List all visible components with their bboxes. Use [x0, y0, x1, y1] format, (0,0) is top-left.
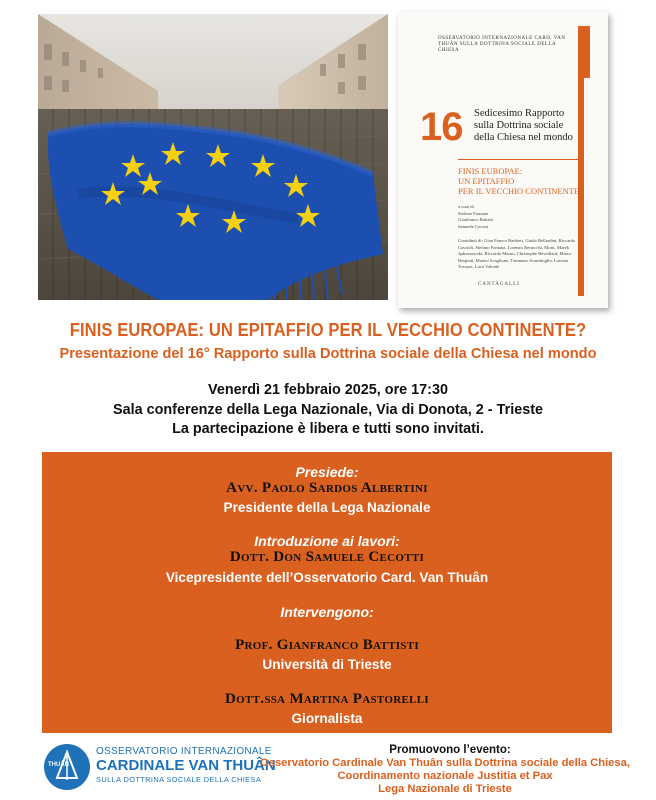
intro-label: Introduzione ai lavori: [254, 533, 400, 549]
intro-name: Dott. Don Samuele Cecotti [229, 549, 425, 565]
event-note: La partecipazione è libera e tutti sono invitati. [172, 421, 484, 437]
promoter-1: Osservatorio Cardinale Van Thuân sulla Dottrina sociale della Chiesa, [260, 757, 630, 769]
book-title: FINIS EUROPAE: UN EPITAFFIO PER IL VECCHIO CONTINENTE? [458, 166, 583, 196]
book-number: 16 [420, 105, 463, 149]
promoters-label: Promuovono l’evento: [389, 744, 511, 756]
book-cover [398, 12, 608, 308]
event-venue: Sala conferenze della Lega Nazionale, Via di Donota, 2 - Trieste [113, 402, 543, 418]
promoter-2: Coordinamento nazionale Justitia et Pax [337, 770, 553, 782]
event-subtitle: Presentazione del 16° Rapporto sulla Dottrina sociale della Chiesa nel mondo [59, 346, 597, 362]
book-editors: a cura di Stefano Fontana Gianfranco Battisti Samuele Cecotti [458, 204, 494, 229]
chair-name: Avv. Paolo Sardos Albertini [226, 480, 428, 496]
promoter-3: Lega Nazionale di Trieste [378, 783, 512, 795]
chair-label: Presiede: [295, 464, 359, 480]
logo-mark: THUÂN [48, 762, 69, 768]
chair-role: Presidente della Lega Nazionale [223, 500, 431, 515]
logo-line2: CARDINALE VAN THUÂN [96, 757, 276, 774]
book-publisher-header: OSSERVATORIO INTERNAZIONALE CARD. VAN THUÂN SULLA DOTTRINA SOCIALE DELLA CHIESA [438, 36, 566, 53]
book-subtitle: Sedicesimo Rapporto sulla Dottrina sociale della Chiesa nel mondo [474, 108, 573, 143]
eu-flag-photo [38, 14, 388, 300]
speaker2-role: Giornalista [291, 711, 363, 726]
book-publisher: CANTAGALLI [478, 282, 520, 287]
logo-line1: OSSERVATORIO INTERNAZIONALE [96, 746, 272, 757]
book-contributors: Contributi di: Gian Franco Barbieri, Guido Bellardini, Riccardo Cascioli, Stefano Fontana, Lorenzo Bertocchi, Mons. Marek Jędraszewski, Riccardo Mauro, Christophe Réveillard, Marco Respinti, Marzio Scaglione, Tommaso Scandroglio, Lavinia Tovazzi, Luca Volontè [458, 238, 576, 269]
speaker2-name: Dott.ssa Martina Pastorelli [225, 691, 429, 707]
event-title: FINIS EUROPAE: UN EPITAFFIO PER IL VECCHIO CONTINENTE? [69, 320, 587, 340]
speaker1-role: Università di Trieste [262, 657, 392, 672]
speakers-label: Intervengono: [280, 604, 374, 620]
event-date: Venerdì 21 febbraio 2025, ore 17:30 [208, 382, 448, 398]
osservatorio-logo-icon [44, 744, 90, 790]
logo-line3: SULLA DOTTRINA SOCIALE DELLA CHIESA [96, 775, 262, 784]
intro-role: Vicepresidente dell’Osservatorio Card. Van Thuân [165, 570, 489, 585]
speaker1-name: Prof. Gianfranco Battisti [235, 637, 419, 653]
eu-flag [48, 124, 383, 300]
